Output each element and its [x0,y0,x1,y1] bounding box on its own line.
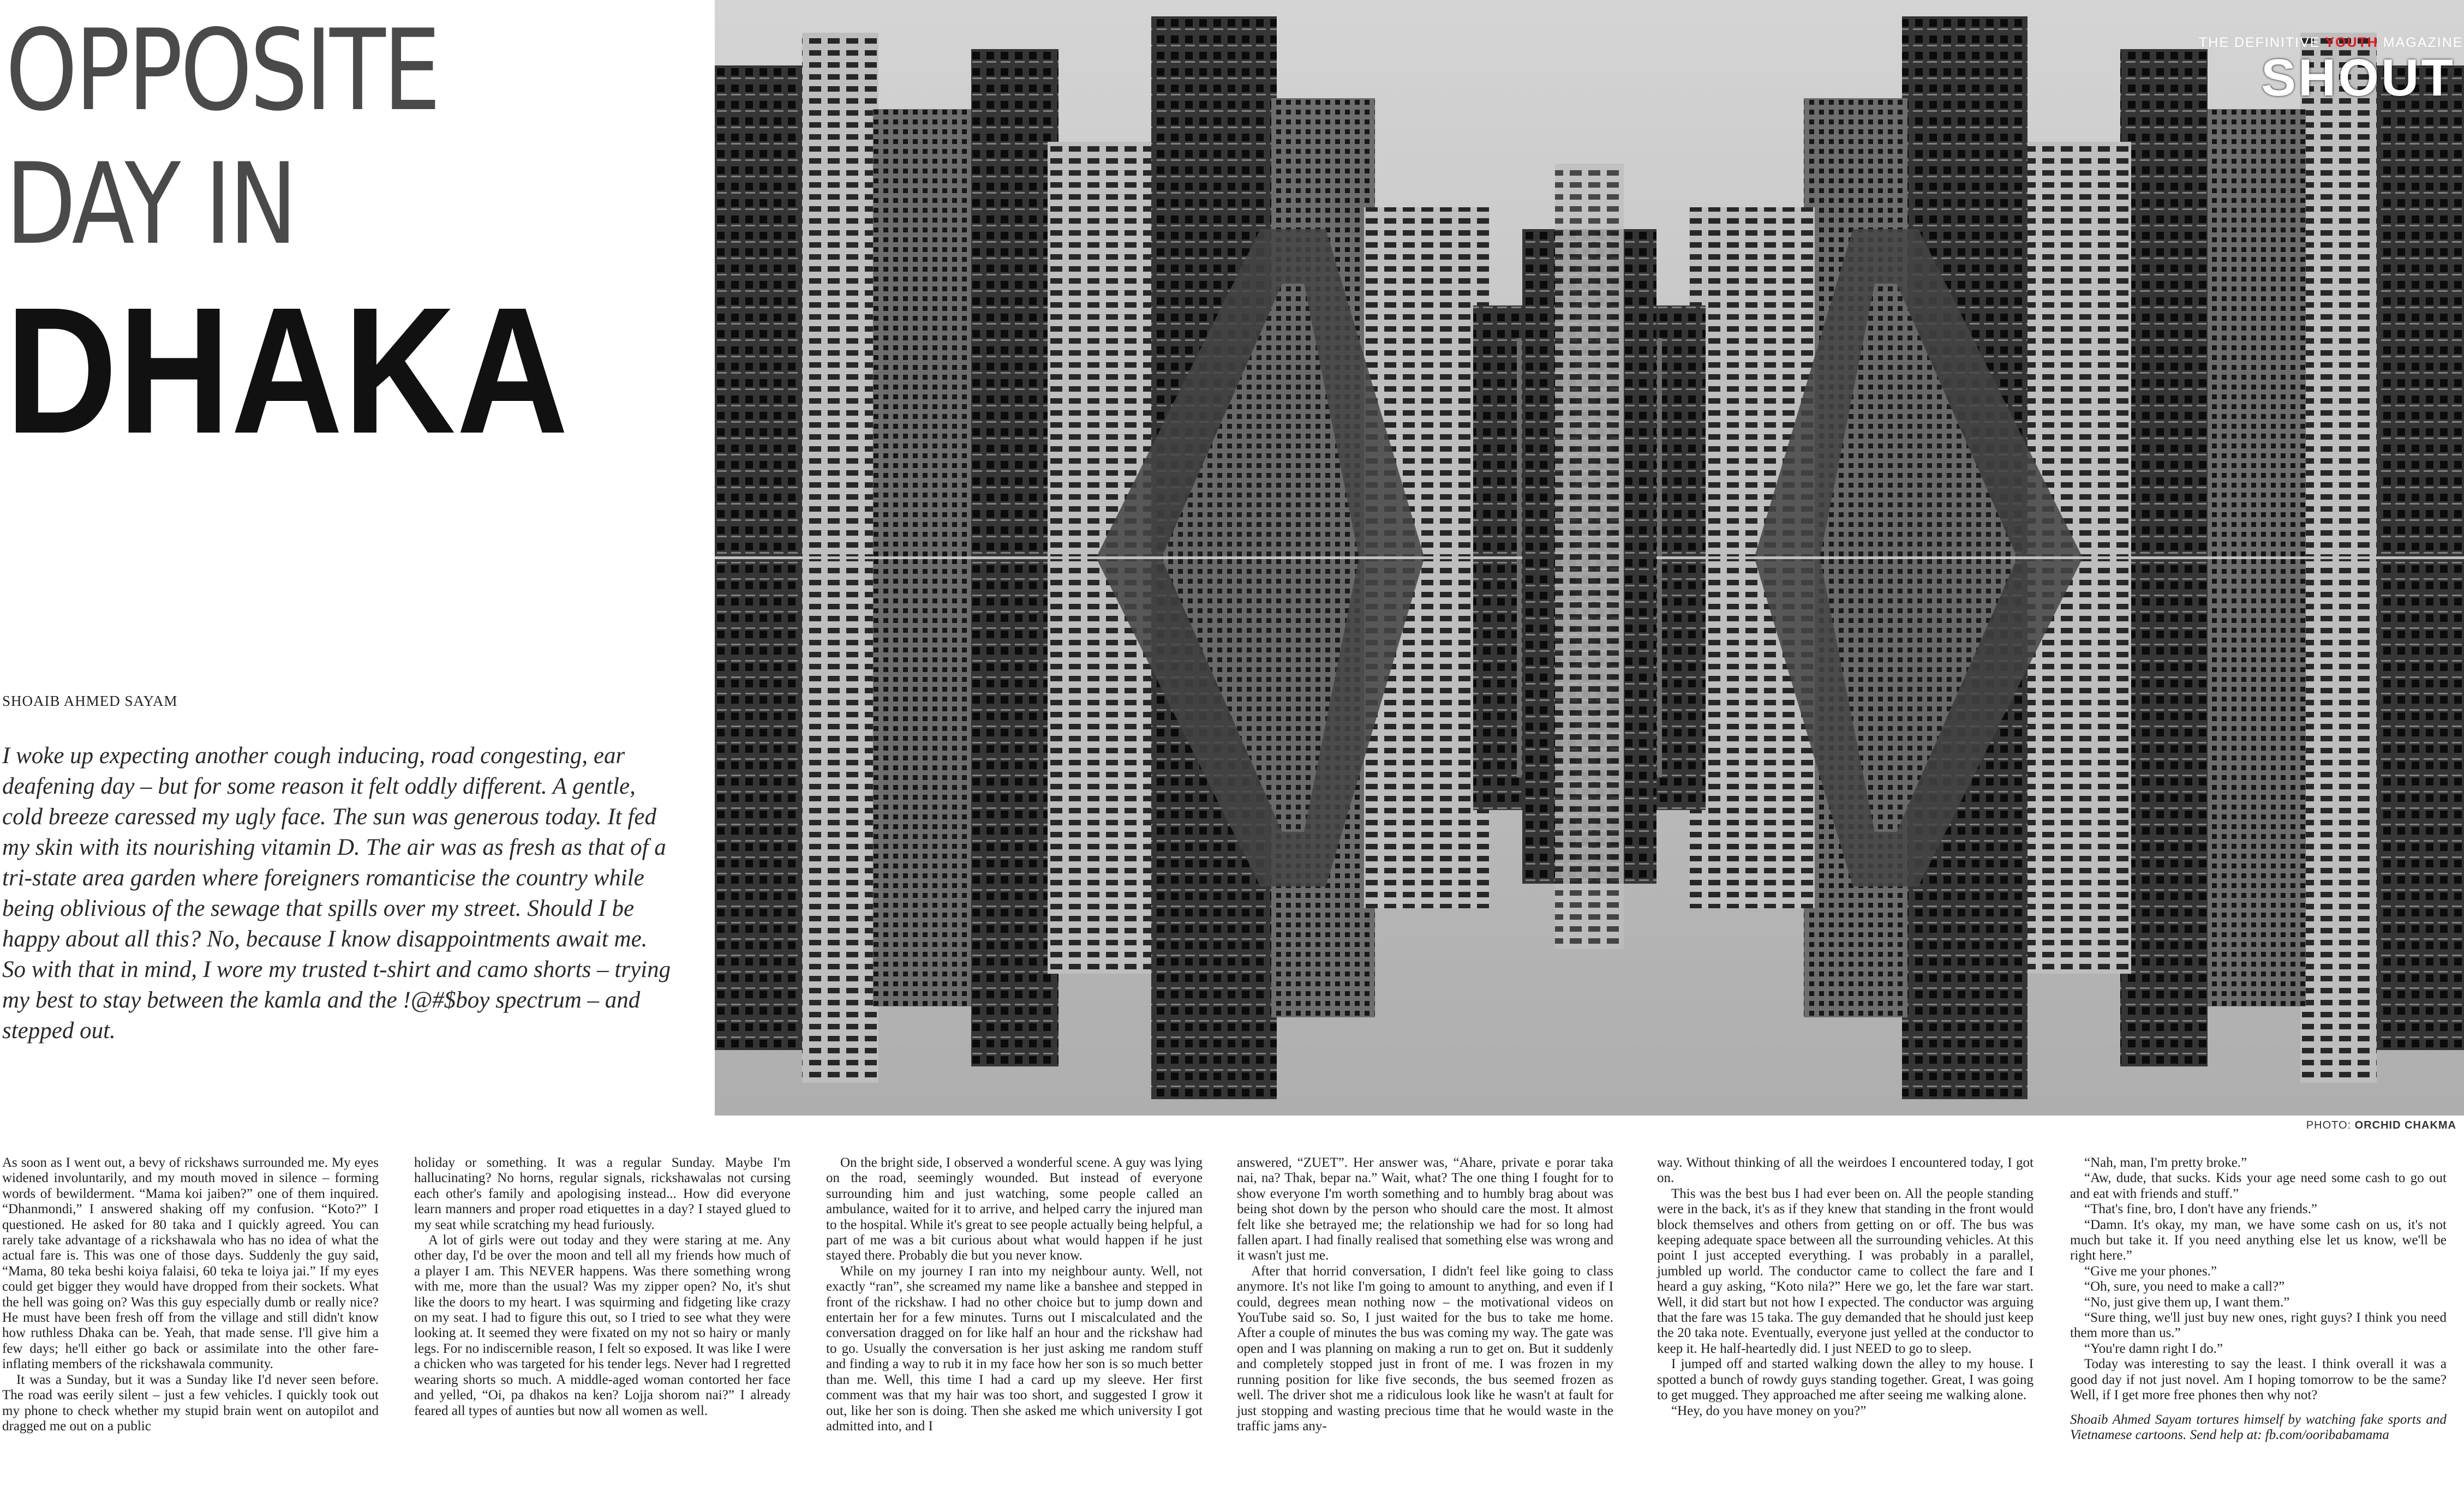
paragraph: This was the best bus I had ever been on. All the people standing were in the back, it's as if they knew that standing in the front would block themselves and others from getting on or off. The bus was keeping adequate space between all the surrounding vehicles. At this point I just accepted everything. I was probably in a parallel, jumbled up world. The conductor came to collect the fare and I heard a guy asking, “Koto nila?” Here we go, let the fare war start. Well, it did start but not how I expected. The conductor was arguing that the fare was 15 taka. The guy demanded that he should just keep the 20 taka note. Eventually, everyone just yelled at the conductor to keep it. He half-heartedly did. I just NEED to go to sleep. [1657,1186,2034,1356]
paragraph: holiday or something. It was a regular Sunday. Maybe I'm hallucinating? No horns, regular signals, rickshawalas not cursing each other's family and apologising instead... How did everyone learn manners and proper road etiquettes in a day? I stayed glued to my seat while scratching my head furiously. [414,1155,791,1232]
article-column-2 [414,1155,791,1419]
headline-line-3: DHAKA [5,269,570,471]
cityscape-photo [715,0,2464,1116]
paragraph: As soon as I went out, a bevy of rickshaws surrounded me. My eyes widened involuntarily, and my mouth moved in silence – forming words of bewilderment. “Mama koi jaiben?” one of them inquired. “Dhanmondi,” I answered shaking off my confusion. “Koto?” I questioned. He asked for 80 taka and I quickly agreed. You can rarely take advantage of a rickshawala who has no idea of what the actual fare is. This was one of those days. Suddenly the guy said, “Mama, 80 teka beshi koiya falaisi, 60 teka te loiya jai.” If my eyes could get bigger they would have dropped from their sockets. What the hell was going on? Was this guy especially dumb or really nice? He must have been fresh off from the village and still didn't know how ruthless Dhaka can be. Yeah, that made sense. I'll give him a few days; he'll either go back or assimilate into the other fare-inflating members of the rickshawala community. [2,1155,379,1372]
paragraph: After that horrid conversation, I didn't feel like going to class anymore. It's not like I'm going to amount to anything, and even if I could, degrees mean nothing now – the motivational videos on YouTube said so. So, I just waited for the bus to take me home. After a couple of minutes the bus was coming my way. The gate was open and I was planning on making a run to get on. But it suddenly and completely stopped just in front of me. I was frozen in my running position for like five seconds, the bus seemed frozen as well. The driver shot me a ridiculous look like he wasn't at fault for just stopping and wasting precious time that he would waste in the traffic jams any- [1237,1263,1613,1434]
paragraph: “You're damn right I do.” [2084,1341,2223,1356]
headline-line-2: DAY IN [5,140,295,269]
paragraph: “Aw, dude, that sucks. Kids your age need some cash to go out and eat with friends and stuff.” [2070,1171,2447,1201]
paragraph: “Give me your phones.” [2084,1263,2217,1279]
article-column-5 [1657,1155,2034,1419]
magazine-logo: SHOUT [2261,49,2455,107]
paragraph: way. Without thinking of all the weirdoes I encountered today, I got on. [1657,1155,2034,1186]
article-body [2,1155,2462,1496]
intro-paragraph: I woke up expecting another cough inducing, road congesting, ear deafening day – but for some reason it felt oddly different. A gentle, cold breeze caressed my ugly face. The sun was generous today. It fed my skin with its nourishing vitamin D. The air was as fresh as that of a tri-state area garden where foreigners romanticise the country while being oblivious of the sewage that spills over my street. Should I be happy about all this? No, because I know disappointments await me. So with that in mind, I wore my trusted t-shirt and camo shorts – trying my best to stay between the kamla and the !@#$boy spectrum – and stepped out. [2,743,671,1044]
article-column-6 [2070,1155,2447,1443]
paragraph: On the bright side, I observed a wonderful scene. A guy was lying on the road, seemingly wounded. But instead of everyone surrounding him and just watching, some people called an ambulance, waited for it to arrive, and helped carry the injured man to the hospital. While it's great to see people actually being helpful, a part of me was a bit curious about what would happen if he just stayed there. Probably die but you never know. [826,1155,1203,1263]
kaleidoscope-city-image [715,0,2464,1116]
paragraph: A lot of girls were out today and they were staring at me. Any other day, I'd be over the moon and tell all my friends how much of a player I am. This NEVER happens. Was there something wrong with me, more than the usual? Was my zipper open? No, it's shut like the doors to my heart. I was squirming and fidgeting like crazy on my seat. I had to figure this out, so I tried to see what they were looking at. It seemed they were fixated on my not so hairy or manly legs. For no indiscernible reason, I felt so exposed. It was like I were a chicken who was targeted for his tender legs. Never had I regretted wearing shorts so much. A middle-aged woman contorted her face and yelled, “Oi, pa dhakos na ken? Lojja shorom nai?” I already feared all types of aunties but now all women as well. [414,1233,791,1418]
paragraph: “That's fine, bro, I don't have any friends.” [2084,1202,2317,1217]
article-column-4 [1237,1155,1613,1434]
magazine-branding [2199,35,2463,107]
paragraph: answered, “ZUET”. Her answer was, “Ahare, private e porar taka nai, na? Thak, bepar na.” Wait, what? The one thing I fought for to show everyone I'm worth something and to humbly brag about was being shot down by the person who should care the most. It almost felt like she betrayed me; the relationship we had for so long had fallen apart. I had finally realised that something else was wrong and it wasn't just me. [1237,1155,1613,1263]
paragraph: “Hey, do you have money on you?” [1671,1403,1867,1418]
photo-credit: PHOTO: ORCHID CHAKMA [2306,1119,2456,1131]
article-column-3 [826,1155,1203,1434]
paragraph: “Oh, sure, you need to make a call?” [2084,1279,2285,1294]
paragraph: Today was interesting to say the least. I think overall it was a good day if not just novel. Am I hoping tomorrow to be the same? Well, if I get more free phones then why not? [2070,1357,2447,1403]
byline: SHOAIB AHMED SAYAM [2,693,178,709]
paragraph: While on my journey I ran into my neighbour aunty. Well, not exactly “ran”, she screamed my name like a banshee and stepped in front of the rickshaw. I had no other choice but to jump down and entertain her for a few minutes. Turns out I miscalculated and the conversation dragged on for like half an hour and the rickshaw had to go. Usually the conversation is her just asking me random stuff and finding a way to rub it in my face how her son is so much better than me. Well, this time I had a card up my sleeve. Her first comment was that my hair was too short, and suggested I grow it out, like her son is doing. Then she asked me which university I got admitted into, and I [826,1263,1203,1434]
headline-line-1: OPPOSITE [5,6,439,136]
magazine-tagline: THE DEFINITIVE YOUTH MAGAZINE [2199,35,2463,50]
paragraph: I jumped off and started walking down the alley to my house. I spotted a bunch of rowdy guys standing together. Great, I was going to get mugged. They approached me after seeing me walking alone. [1657,1357,2034,1403]
author-signature: Shoaib Ahmed Sayam tortures himself by watching fake sports and Vietnamese cartoons. Send help at: fb.com/ooribabamama [2070,1412,2447,1442]
headline [5,4,709,471]
paragraph: “Nah, man, I'm pretty broke.” [2084,1155,2247,1170]
paragraph: “No, just give them up, I want them.” [2084,1294,2290,1310]
paragraph: It was a Sunday, but it was a Sunday like I'd never seen before. The road was eerily silent – just a few vehicles. I quickly took out my phone to check whether my stupid brain went on autopilot and dragged me out on a public [2,1372,379,1434]
article-column-1 [2,1155,379,1434]
paragraph: “Sure thing, we'll just buy new ones, right guys? I think you need them more than us.” [2070,1310,2447,1341]
paragraph: “Damn. It's okay, my man, we have some cash on us, it's not much but take it. If you need anything else let us know, we'll be right here.” [2070,1217,2447,1263]
